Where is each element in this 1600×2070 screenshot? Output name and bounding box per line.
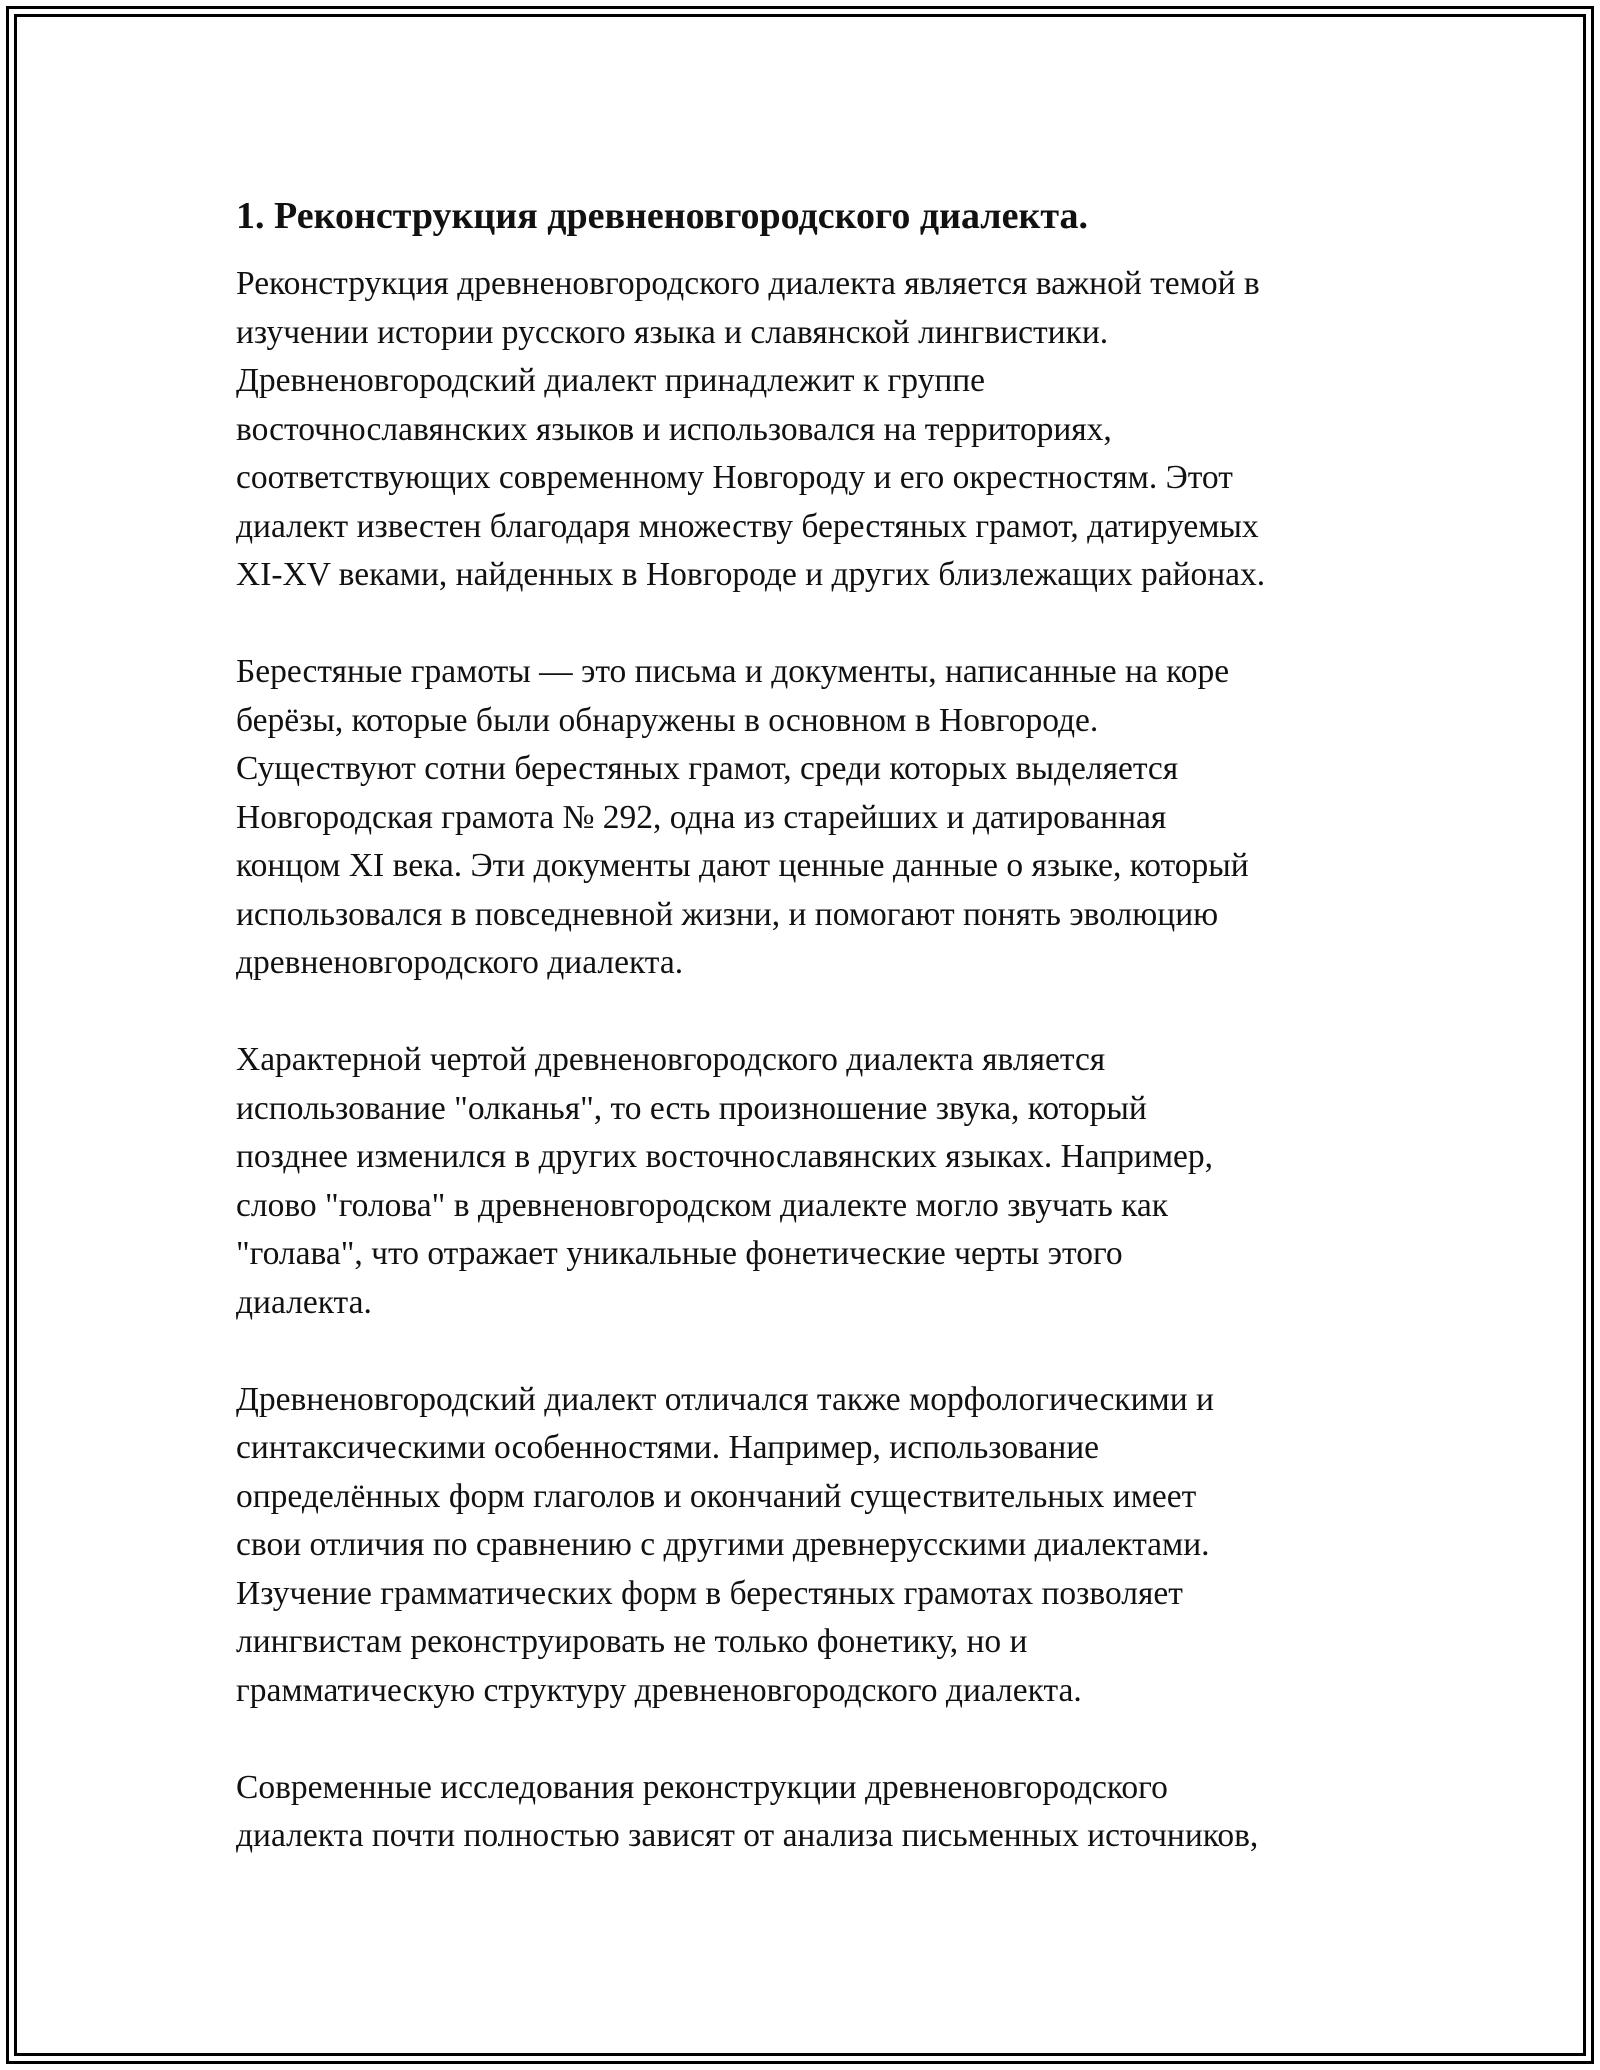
text-line: Существуют сотни берестяных грамот, среди которых выделяется xyxy=(236,750,1179,787)
text-line: определённых форм глаголов и окончаний существительных имеет xyxy=(236,1477,1197,1515)
text-line: слово "голова" в древненовгородском диалекте могло звучать как xyxy=(236,1186,1169,1224)
text-line: Новгородская грамота № 292, одна из старейших и датированная xyxy=(236,798,1167,836)
text-line: использовался в повседневной жизни, и помогают понять эволюцию xyxy=(236,895,1219,933)
text-line: концом XI века. Эти документы дают ценные данные о языке, который xyxy=(236,847,1249,884)
text-line: свои отличия по сравнению с другими древнерусскими диалектами. xyxy=(236,1526,1210,1563)
paragraph-3 xyxy=(236,1036,1416,1327)
text-line: Древненовгородский диалект принадлежит к группе xyxy=(236,362,986,399)
text-line: Древненовгородский диалект отличался также морфологическими и xyxy=(236,1380,1214,1418)
text-line: Характерной чертой древненовгородского диалекта является xyxy=(236,1041,1106,1078)
text-line: изучении истории русского языка и славянской лингвистики. xyxy=(236,313,1109,351)
paragraph-1 xyxy=(236,260,1416,600)
text-line: синтаксическими особенностями. Например, использование xyxy=(236,1429,1100,1466)
text-line: берёзы, которые были обнаружены в основном в Новгороде. xyxy=(236,701,1099,739)
text-line: Современные исследования реконструкции древненовгородского xyxy=(236,1768,1168,1806)
text-line: лингвистам реконструировать не только фонетику, но и xyxy=(236,1623,1028,1660)
section-heading: 1. Реконструкция древненовгородского диалекта. xyxy=(236,195,1089,237)
paragraph-4 xyxy=(236,1376,1416,1716)
text-line: диалекта почти полностью зависят от анализа письменных источников, xyxy=(236,1817,1259,1854)
text-line: позднее изменился в других восточнославянских языках. Например, xyxy=(236,1138,1214,1175)
text-line: древненовгородского диалекта. xyxy=(236,944,684,981)
text-line: восточнославянских языков и использовался на территориях, xyxy=(236,410,1112,448)
text-line: Изучение грамматических форм в берестяных грамотах позволяет xyxy=(236,1574,1183,1612)
text-line: грамматическую структуру древненовгородского диалекта. xyxy=(236,1671,1082,1709)
text-line: диалект известен благодаря множеству берестяных грамот, датируемых xyxy=(236,507,1259,545)
text-line: XI-XV веками, найденных в Новгороде и других близлежащих районах. xyxy=(236,556,1266,593)
paragraph-2 xyxy=(236,648,1416,988)
text-line: диалекта. xyxy=(236,1283,372,1321)
text-line: "голава", что отражает уникальные фонетические черты этого xyxy=(236,1235,1123,1272)
text-line: Берестяные грамоты — это письма и документы, написанные на коре xyxy=(236,653,1230,690)
text-line: Реконструкция древненовгородского диалекта является важной темой в xyxy=(236,265,1260,302)
text-line: использование "олканья", то есть произношение звука, который xyxy=(236,1089,1147,1127)
document-body xyxy=(236,184,1416,1909)
text-line: соответствующих современному Новгороду и его окрестностям. Этот xyxy=(236,459,1233,496)
paragraph-5 xyxy=(236,1764,1416,1861)
